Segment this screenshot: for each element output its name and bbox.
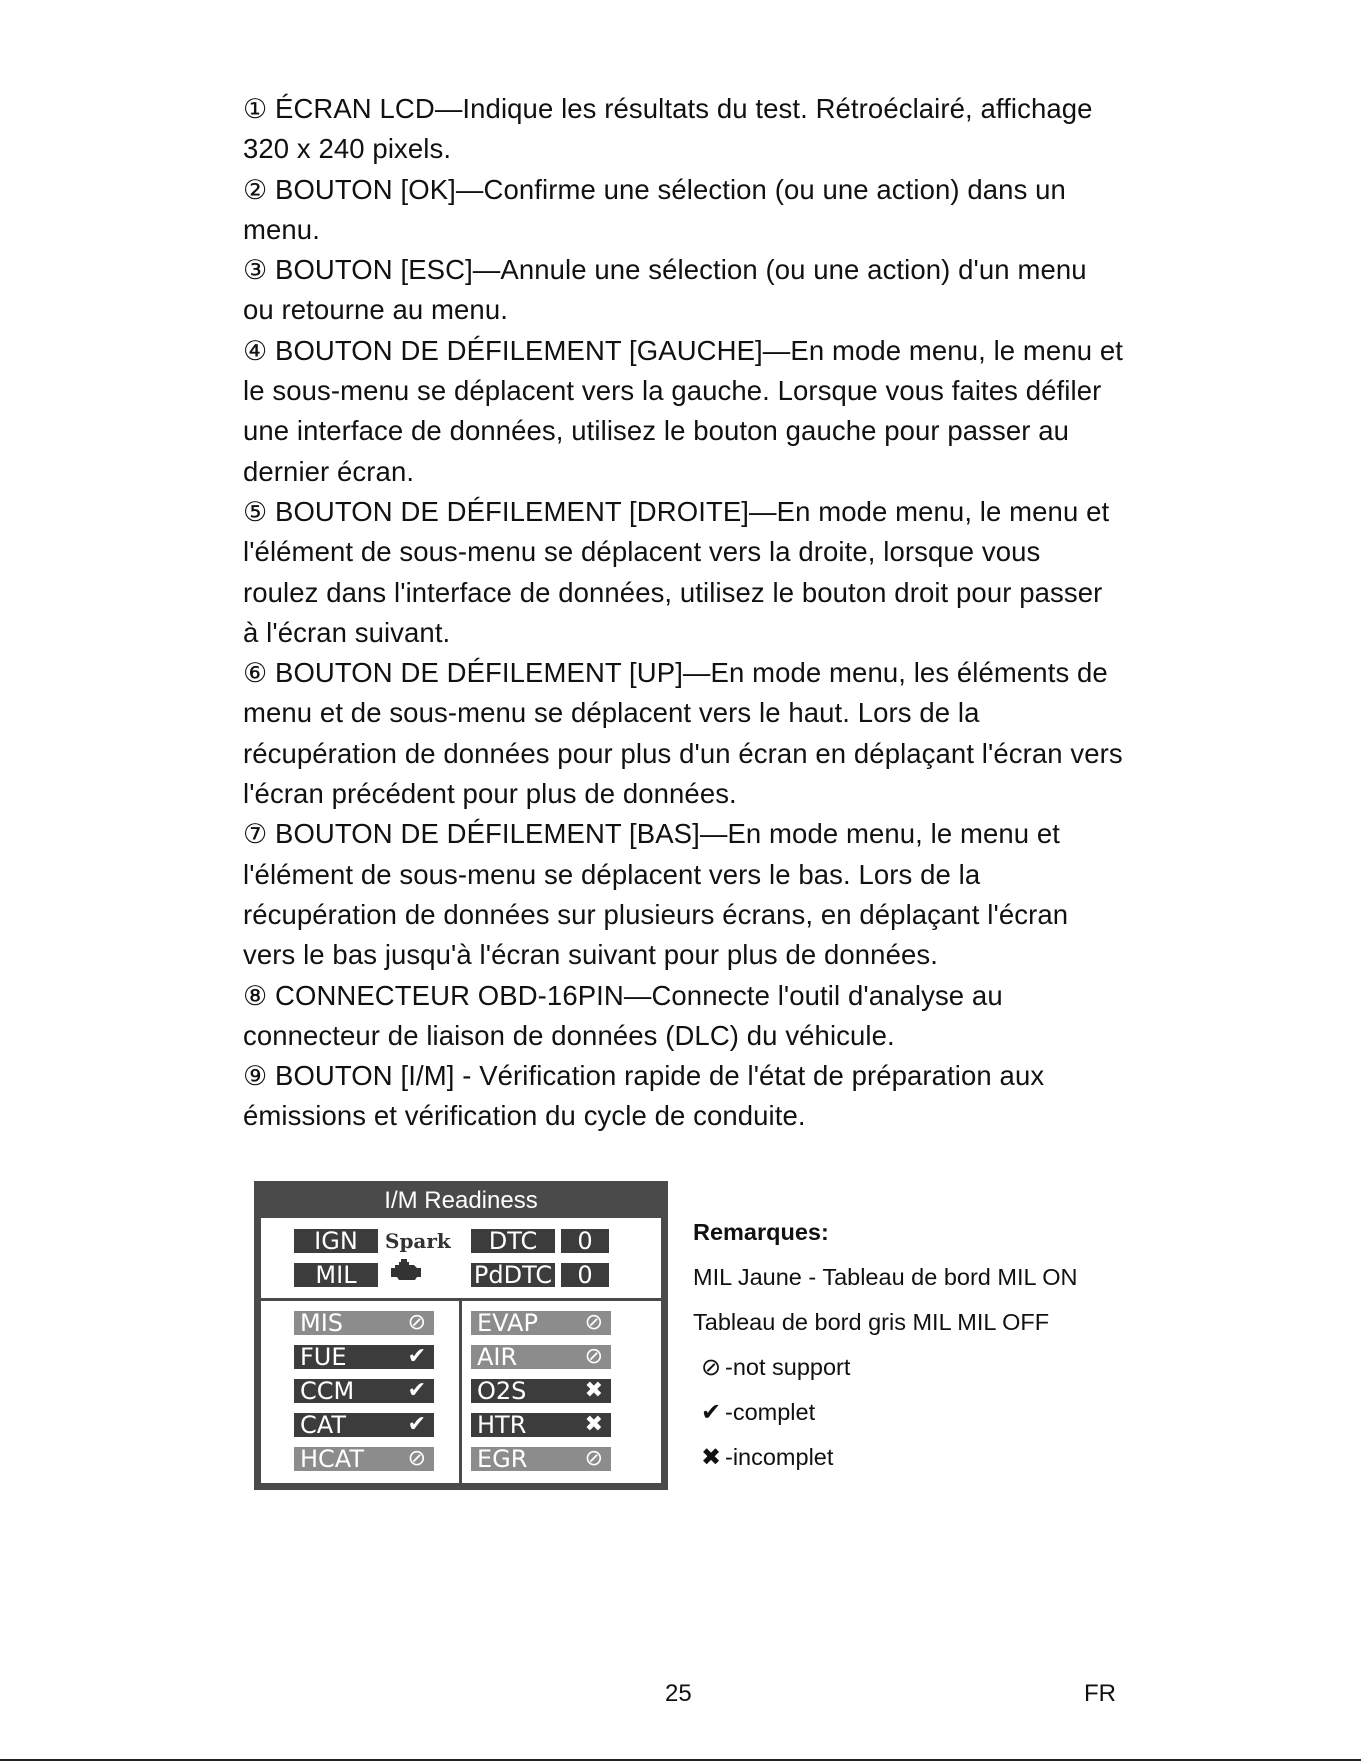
not-supported-icon: ⊘ <box>584 1446 603 1471</box>
dtc-value: 0 <box>577 1227 593 1255</box>
monitor-chip <box>471 1379 611 1403</box>
check-icon: ✔ <box>407 1412 426 1437</box>
pddtc-chip <box>471 1263 555 1287</box>
instruction-item <box>243 976 1123 1057</box>
ign-chip <box>294 1229 378 1253</box>
not-supported-icon: ⊘ <box>407 1310 426 1335</box>
cross-icon: ✖ <box>584 1378 603 1403</box>
monitor-label: MIS <box>300 1309 344 1337</box>
item-number: ④ <box>243 335 268 366</box>
item-number: ⑥ <box>243 658 268 689</box>
instruction-item <box>243 89 1123 170</box>
mil-chip <box>294 1263 378 1287</box>
monitor-chip <box>294 1311 434 1335</box>
legend-item <box>693 1435 1077 1480</box>
monitor-chip <box>294 1345 434 1369</box>
not-supported-icon: ⊘ <box>584 1344 603 1369</box>
monitor-chip <box>471 1447 611 1471</box>
pddtc-label: PdDTC <box>473 1261 553 1289</box>
item-number: ③ <box>243 255 268 286</box>
legend-text: -incomplet <box>725 1444 834 1470</box>
item-text: BOUTON DE DÉFILEMENT [BAS]—En mode menu, le menu et l'élément de sous-menu se déplacent vers le bas. Lors de la récupération de données sur plusieurs écrans, en déplaçant l'écran vers le bas jusqu'à l'écran suivant pour plus de données. <box>243 818 1069 971</box>
monitor-label: O2S <box>477 1377 527 1405</box>
monitor-label: EGR <box>477 1445 528 1473</box>
remark-line: Tableau de bord gris MIL MIL OFF <box>693 1309 1050 1335</box>
monitor-label: HTR <box>477 1411 527 1439</box>
instruction-item <box>243 492 1123 653</box>
ign-label: IGN <box>314 1227 358 1255</box>
screen-divider <box>459 1298 462 1483</box>
item-text: BOUTON DE DÉFILEMENT [UP]—En mode menu, les éléments de menu et de sous-menu se déplacent vers le haut. Lors de la récupération de données pour plus d'un écran en déplaçant l'écran vers l'écran précédent pour plus de données. <box>243 657 1123 810</box>
remarks-title: Remarques: <box>693 1219 829 1245</box>
monitor-chip <box>294 1413 434 1437</box>
remarks <box>693 1210 1077 1480</box>
instructions-list <box>243 89 1123 1137</box>
legend-text: -complet <box>725 1399 816 1425</box>
page-number: 25 <box>665 1680 692 1707</box>
item-number: ⑦ <box>243 819 268 850</box>
im-readiness-screen <box>254 1181 668 1490</box>
pddtc-value: 0 <box>577 1261 593 1289</box>
item-number: ② <box>243 174 268 205</box>
check-icon: ✔ <box>700 1398 722 1426</box>
engine-icon <box>389 1258 423 1282</box>
instruction-item <box>243 170 1123 251</box>
item-number: ⑨ <box>243 1061 268 1092</box>
language-code: FR <box>1084 1680 1116 1707</box>
item-text: ÉCRAN LCD—Indique les résultats du test. Rétroéclairé, affichage 320 x 240 pixels. <box>243 93 1093 165</box>
item-text: BOUTON DE DÉFILEMENT [GAUCHE]—En mode menu, le menu et le sous-menu se déplacent vers la gauche. Lorsque vous faites défiler une interface de données, utilisez le bouton gauche pour passer au dernier écran. <box>243 334 1123 487</box>
legend-text: -not support <box>725 1354 851 1380</box>
monitor-chip <box>294 1447 434 1471</box>
monitor-label: CAT <box>300 1411 346 1439</box>
dtc-count <box>561 1229 609 1253</box>
item-text: BOUTON [ESC]—Annule une sélection (ou une action) d'un menu ou retourne au menu. <box>243 254 1087 326</box>
cross-icon: ✖ <box>584 1412 603 1437</box>
monitor-chip <box>471 1311 611 1335</box>
monitor-chip <box>294 1379 434 1403</box>
item-number: ⑤ <box>243 496 268 527</box>
dtc-label: DTC <box>488 1227 538 1255</box>
monitor-label: CCM <box>300 1377 355 1405</box>
screen-title: I/M Readiness <box>384 1187 538 1214</box>
not-supported-icon: ⊘ <box>700 1353 722 1381</box>
monitor-chip <box>471 1413 611 1437</box>
item-text: BOUTON [I/M] - Vérification rapide de l'état de préparation aux émissions et vérification du cycle de conduite. <box>243 1060 1045 1132</box>
item-number: ① <box>243 94 268 124</box>
spark-label: Spark <box>385 1229 451 1253</box>
instruction-item <box>243 331 1123 492</box>
pddtc-count <box>561 1263 609 1287</box>
monitor-label: EVAP <box>477 1309 538 1337</box>
item-text: CONNECTEUR OBD-16PIN—Connecte l'outil d'analyse au connecteur de liaison de données (DLC) du véhicule. <box>243 979 1003 1051</box>
monitor-label: HCAT <box>300 1445 365 1473</box>
not-supported-icon: ⊘ <box>407 1446 426 1471</box>
dtc-chip <box>471 1229 555 1253</box>
legend-item <box>693 1390 1077 1435</box>
mil-label: MIL <box>315 1261 357 1289</box>
not-supported-icon: ⊘ <box>584 1310 603 1335</box>
instruction-item <box>243 1056 1123 1137</box>
item-text: BOUTON DE DÉFILEMENT [DROITE]—En mode menu, le menu et l'élément de sous-menu se déplacent vers la droite, lorsque vous roulez dans l'interface de données, utilisez le bouton droit pour passer à l'écran suivant. <box>243 495 1110 648</box>
check-icon: ✔ <box>407 1344 426 1369</box>
instruction-item <box>243 250 1123 331</box>
screen-body <box>261 1218 661 1483</box>
item-number: ⑧ <box>243 980 268 1011</box>
cross-icon: ✖ <box>700 1443 722 1471</box>
monitor-chip <box>471 1345 611 1369</box>
check-icon: ✔ <box>407 1378 426 1403</box>
monitor-label: AIR <box>477 1343 518 1371</box>
legend-item <box>693 1345 1077 1390</box>
instruction-item <box>243 653 1123 814</box>
instruction-item <box>243 814 1123 975</box>
remark-line: MIL Jaune - Tableau de bord MIL ON <box>693 1264 1078 1290</box>
item-text: BOUTON [OK]—Confirme une sélection (ou une action) dans un menu. <box>243 173 1066 245</box>
monitor-label: FUE <box>300 1343 347 1371</box>
